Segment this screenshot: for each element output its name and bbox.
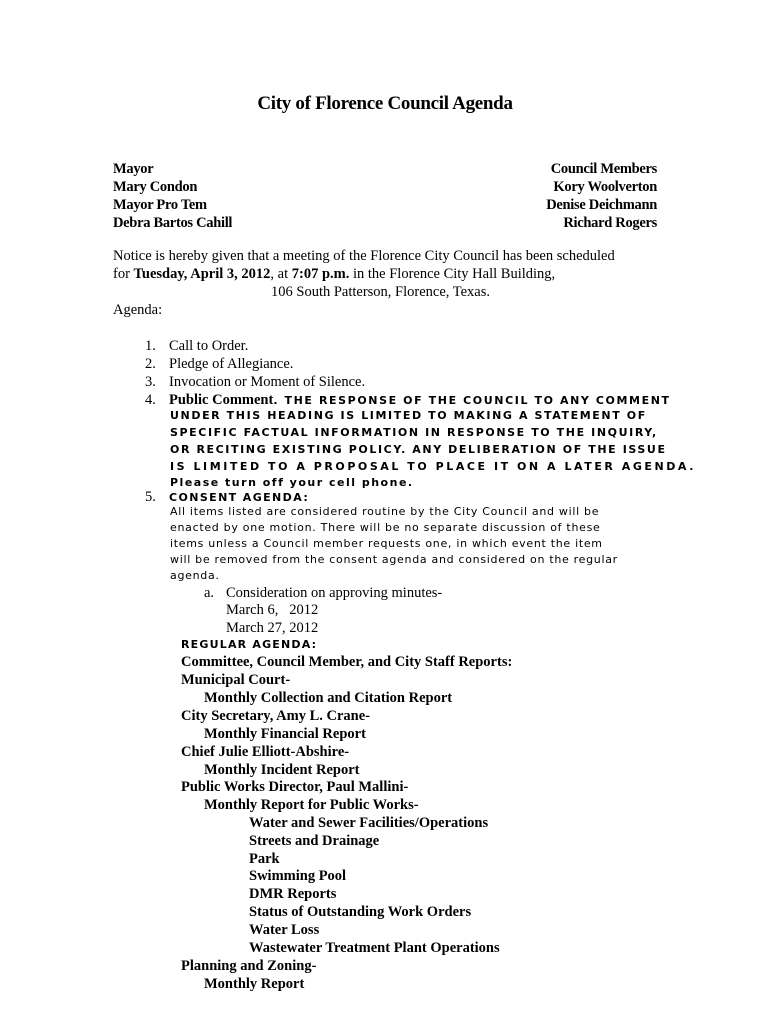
agenda-item [145,373,365,391]
meeting-address: 106 South Patterson, Florence, Texas. [271,284,491,300]
city-secretary-heading: City Secretary, Amy L. Crane- [181,708,370,724]
police-chief-heading: Chief Julie Elliott-Abshire- [181,744,350,760]
item-number: 4. [145,392,156,408]
public-works-item: Streets and Drainage [249,833,380,849]
item-number: 2. [145,356,156,372]
mayor-pro-tem-label: Mayor Pro Tem [113,197,207,213]
planning-zoning-heading: Planning and Zoning- [181,958,317,974]
public-works-report: Monthly Report for Public Works- [204,797,419,813]
consent-agenda-heading: CONSENT AGENDA: [169,491,310,504]
agenda-item [145,337,248,355]
public-comment-heading: Public Comment [169,392,274,408]
public-works-item: Status of Outstanding Work Orders [249,904,472,920]
meeting-date: Tuesday, April 3, 2012 [133,266,271,282]
reports-heading: Committee, Council Member, and City Staff Reports: [181,654,513,670]
police-chief-report: Monthly Incident Report [204,762,360,778]
cell-phone-notice: Please turn off your cell phone. [170,476,414,489]
mayor-pro-tem-name: Debra Bartos Cahill [113,215,233,231]
public-works-heading: Public Works Director, Paul Mallini- [181,779,409,795]
consent-line: items unless a Council member requests one, in which event the item [170,537,603,550]
public-comment-line: UNDER THIS HEADING IS LIMITED TO MAKING A STATEMENT OF [170,409,647,422]
sub-item-marker: a. [204,585,215,601]
public-comment-text: . THE RESPONSE OF THE COUNCIL TO ANY COMMENT [273,394,671,407]
consent-line: All items listed are considered routine by the City Council and will be [170,505,600,518]
public-comment-line: OR RECITING EXISTING POLICY. ANY DELIBERATION OF THE ISSUE [170,443,667,456]
council-members-block [546,160,657,232]
council-members-label: Council Members [550,161,657,177]
agenda-label: Agenda: [113,302,163,318]
meeting-location: in the Florence City Hall Building, [349,266,556,282]
council-member-name: Kory Woolverton [553,179,657,195]
sub-item-text: Consideration on approving minutes- [226,585,443,601]
public-comment-line: SPECIFIC FACTUAL INFORMATION IN RESPONSE TO THE INQUIRY, [170,426,658,439]
public-works-item: Wastewater Treatment Plant Operations [249,940,500,956]
public-works-item: Water and Sewer Facilities/Operations [249,815,489,831]
meeting-notice [113,247,673,301]
minutes-date: March 6, 2012 [226,602,319,618]
city-secretary-report: Monthly Financial Report [204,726,366,742]
agenda-item [145,355,293,373]
minutes-date: March 27, 2012 [226,620,319,636]
item-text: Call to Order. [169,338,249,354]
public-comment-line: IS LIMITED TO A PROPOSAL TO PLACE IT ON A LATER AGENDA. [170,460,696,473]
meeting-time: 7:07 p.m. [291,266,350,282]
page-title: City of Florence Council Agenda [257,93,513,114]
mayor-label: Mayor [113,161,154,177]
council-member-name: Richard Rogers [563,215,657,231]
municipal-court-heading: Municipal Court- [181,672,291,688]
consent-line: will be removed from the consent agenda and considered on the regular [170,553,618,566]
planning-zoning-report: Monthly Report [204,976,305,992]
public-works-item: Water Loss [249,922,320,938]
item-number: 3. [145,374,156,390]
public-works-item: Park [249,851,280,867]
public-works-item: Swimming Pool [249,868,347,884]
public-works-item: DMR Reports [249,886,337,902]
item-number: 5. [145,489,156,505]
municipal-court-report: Monthly Collection and Citation Report [204,690,453,706]
mayor-block [113,160,232,232]
consent-line: agenda. [170,569,220,582]
item-number: 1. [145,338,156,354]
item-text: Invocation or Moment of Silence. [169,374,366,390]
mayor-name: Mary Condon [113,179,198,195]
consent-sub-item [204,584,442,602]
council-member-name: Denise Deichmann [546,197,657,213]
notice-at: , at [270,266,292,282]
regular-agenda-heading: REGULAR AGENDA: [181,638,318,651]
item-text: Pledge of Allegiance. [169,356,294,372]
notice-line: Notice is hereby given that a meeting of the Florence City Council has been scheduled [113,248,615,264]
consent-line: enacted by one motion. There will be no separate discussion of these [170,521,601,534]
notice-for: for [113,266,134,282]
